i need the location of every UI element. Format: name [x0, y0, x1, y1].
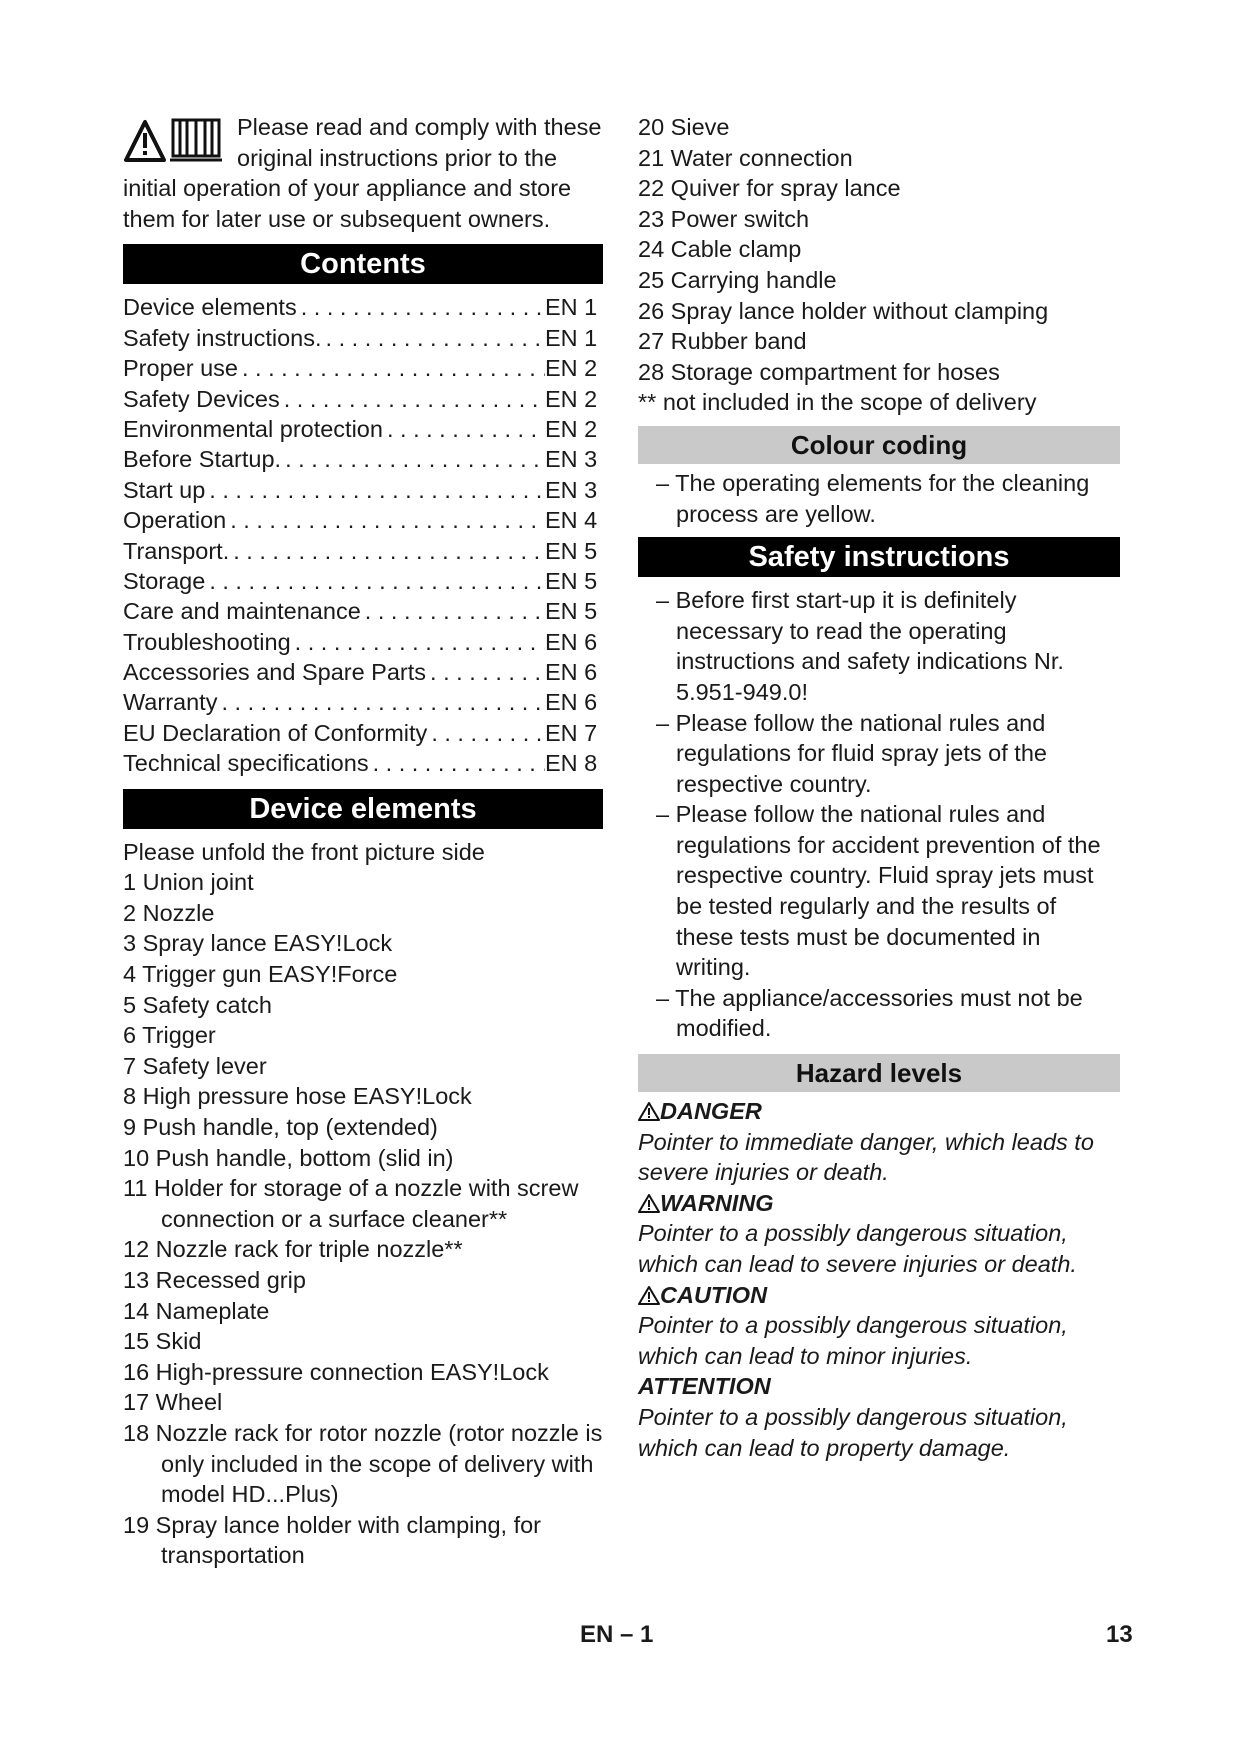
toc-dot-leader [361, 596, 545, 626]
toc-dot-leader [238, 353, 545, 383]
hazard-level-description: Pointer to immediate danger, which leads to severe injuries or death. [638, 1128, 1094, 1186]
safety-instruction-item: – The appliance/accessories must not be modified. [656, 984, 1083, 1042]
device-element-item: 4 Trigger gun EASY!Force [123, 961, 398, 987]
device-element-item: 27 Rubber band [638, 328, 807, 355]
toc-item-page: EN 1 [545, 294, 598, 321]
device-element-item: 14 Nameplate [123, 1297, 270, 1324]
toc-dot-leader [205, 566, 545, 596]
safety-instruction-item: – Please follow the national rules and regulations for fluid spray jets of the respective country. [656, 709, 1047, 797]
device-element-item: 16 High-pressure connection EASY!Lock [123, 1358, 549, 1385]
manual-book-icon [170, 120, 222, 160]
toc-item [123, 444, 603, 474]
toc-item [123, 718, 603, 748]
device-element-item: 15 Skid [123, 1328, 202, 1355]
toc-dot-leader [229, 536, 545, 566]
device-element-item: 18 Nozzle rack for rotor nozzle (rotor nozzle is only included in the scope of delivery with model HD...Plus) [123, 1419, 603, 1508]
colour-coding-heading: Colour coding [638, 426, 1120, 464]
toc-item-page: EN 2 [545, 385, 598, 412]
device-element-item: 21 Water connection [638, 144, 853, 171]
page-number: 13 [1106, 1621, 1133, 1648]
hazard-level-title [638, 1096, 1120, 1127]
device-elements-list-left [123, 867, 603, 1571]
device-elements-heading: Device elements [123, 789, 603, 829]
toc-item-title: Accessories and Spare Parts [123, 659, 427, 686]
toc-dot-leader [426, 657, 545, 687]
toc-item-page: EN 7 [545, 719, 598, 746]
toc-item-title: Care and maintenance [123, 598, 361, 625]
device-element-item: 9 Push handle, top (extended) [123, 1113, 438, 1140]
device-elements-list-right [638, 112, 1120, 418]
hazard-levels-list [638, 1096, 1120, 1463]
left-column [123, 112, 603, 1571]
hazard-level-title [638, 1188, 1120, 1219]
warning-and-manual-icons [123, 114, 231, 170]
device-element-item: 26 Spray lance holder without clamping [638, 297, 1049, 324]
toc-item-page: EN 6 [545, 689, 598, 716]
hazard-level [638, 1280, 1120, 1372]
device-element-item: 17 Wheel [123, 1389, 223, 1416]
toc-item-title: Safety Devices [123, 385, 280, 412]
toc-item-page: EN 6 [545, 628, 598, 655]
device-element-item: 8 High pressure hose EASY!Lock [123, 1083, 472, 1110]
toc-item-title: Technical specifications [123, 750, 369, 777]
safety-instructions-heading: Safety instructions [638, 537, 1120, 577]
toc-item-page: EN 4 [545, 507, 598, 534]
toc-item-title: Before Startup. [123, 446, 282, 473]
toc-item-title: EU Declaration of Conformity [123, 719, 428, 746]
toc-item-title: Troubleshooting [123, 628, 291, 655]
device-element-item: 2 Nozzle [123, 899, 215, 926]
toc-dot-leader [297, 292, 545, 322]
device-element-item: 3 Spray lance EASY!Lock [123, 930, 393, 957]
hazard-level-description: Pointer to a possibly dangerous situation, which can lead to severe injuries or death. [638, 1220, 1077, 1277]
toc-item-page: EN 2 [545, 355, 598, 382]
device-element-item: 19 Spray lance holder with clamping, for transportation [123, 1511, 541, 1569]
warning-triangle-icon [638, 1193, 660, 1213]
device-element-item: 28 Storage compartment for hoses [638, 358, 1000, 385]
toc-item [123, 505, 603, 535]
toc-item [123, 566, 603, 596]
device-element-item: 23 Power switch [638, 205, 810, 232]
colour-coding-item: – The operating elements for the cleaning process are yellow. [656, 469, 1090, 527]
toc-item-page: EN 6 [545, 659, 598, 686]
toc-item-page: EN 1 [545, 324, 598, 351]
device-element-item: 22 Quiver for spray lance [638, 175, 901, 202]
hazard-level [638, 1188, 1120, 1280]
toc-item-page: EN 5 [545, 567, 598, 594]
hazard-level-name: ATTENTION [638, 1373, 771, 1400]
toc-item-page: EN 3 [545, 476, 598, 503]
toc-dot-leader [217, 687, 545, 717]
safety-instruction-item: – Before first start-up it is definitely necessary to read the operating instructions and safety indications Nr. 5.951-949.0! [656, 587, 1064, 705]
intro-block [123, 112, 603, 234]
right-column [638, 112, 1120, 1463]
toc-item-page: EN 5 [545, 537, 598, 564]
safety-instruction-item: – Please follow the national rules and regulations for accident prevention of the respective country. Fluid spray jets must be tested regularly and the results of these tests must be documented in writing. [656, 801, 1101, 981]
toc-item-title: Storage [123, 567, 206, 594]
hazard-levels-heading: Hazard levels [638, 1054, 1120, 1092]
device-element-item: 6 Trigger [123, 1022, 216, 1049]
toc-item-title: Safety instructions. [123, 324, 322, 351]
hazard-level [638, 1096, 1120, 1188]
device-element-item: 24 Cable clamp [638, 236, 802, 263]
hazard-level-description: Pointer to a possibly dangerous situation, which can lead to minor injuries. [638, 1312, 1068, 1369]
toc-item [123, 627, 603, 657]
device-elements-intro: Please unfold the front picture side [123, 838, 485, 865]
toc-item-page: EN 8 [545, 750, 598, 777]
hazard-level-name: CAUTION [660, 1281, 768, 1308]
toc-item-title: Operation [123, 507, 227, 534]
hazard-level-name: WARNING [660, 1189, 774, 1216]
toc-dot-leader [383, 414, 545, 444]
contents-heading: Contents [123, 244, 603, 284]
toc-item [123, 353, 603, 383]
device-element-item: 7 Safety lever [123, 1052, 267, 1079]
device-element-item: 11 Holder for storage of a nozzle with screw connection or a surface cleaner** [123, 1175, 579, 1232]
hazard-level-title [638, 1371, 1120, 1402]
toc-item-page: EN 5 [545, 598, 598, 625]
hazard-level [638, 1371, 1120, 1463]
hazard-level-description: Pointer to a possibly dangerous situation, which can lead to property damage. [638, 1403, 1068, 1461]
toc-item [123, 687, 603, 717]
safety-instructions-list [638, 585, 1120, 1044]
hazard-level-name: DANGER [660, 1098, 762, 1125]
toc-item-title: Device elements [123, 294, 297, 321]
toc-item [123, 414, 603, 444]
device-element-item: 5 Safety catch [123, 991, 272, 1018]
toc-dot-leader [226, 505, 545, 535]
device-element-item: 13 Recessed grip [123, 1266, 306, 1293]
toc-item-page: EN 2 [545, 415, 598, 442]
toc-item [123, 292, 603, 322]
toc-item [123, 323, 603, 353]
toc-item-title: Environmental protection [123, 415, 383, 442]
hazard-level-title [638, 1280, 1120, 1311]
device-element-item: ** not included in the scope of delivery [638, 389, 1037, 416]
toc-item-page: EN 3 [545, 446, 598, 473]
device-element-item: 1 Union joint [123, 869, 254, 896]
toc-item-title: Warranty [123, 689, 218, 716]
toc-item [123, 536, 603, 566]
colour-coding-list [638, 468, 1120, 529]
warning-triangle-icon [638, 1101, 660, 1121]
toc-dot-leader [369, 748, 545, 778]
toc-item [123, 384, 603, 414]
toc-dot-leader [280, 384, 545, 414]
toc-dot-leader [322, 323, 545, 353]
toc-dot-leader [205, 475, 545, 505]
toc-item-title: Proper use [123, 355, 238, 382]
warning-triangle-icon [638, 1285, 660, 1305]
toc-item-title: Transport. [123, 537, 230, 564]
intro-text: Please read and comply with these original instructions prior to the initial operation of your appliance and store them for later use or subsequent owners. [123, 114, 602, 232]
table-of-contents [123, 292, 603, 778]
toc-item [123, 475, 603, 505]
toc-item [123, 748, 603, 778]
device-element-item: 25 Carrying handle [638, 266, 837, 293]
toc-dot-leader [427, 718, 545, 748]
toc-item [123, 657, 603, 687]
device-element-item: 10 Push handle, bottom (slid in) [123, 1144, 454, 1171]
toc-item-title: Start up [123, 476, 206, 503]
warning-triangle-icon [126, 122, 164, 160]
device-element-item: 12 Nozzle rack for triple nozzle** [123, 1236, 463, 1263]
toc-item [123, 596, 603, 626]
device-element-item: 20 Sieve [638, 114, 730, 140]
footer-label: EN – 1 [580, 1621, 654, 1648]
toc-dot-leader [291, 627, 545, 657]
toc-dot-leader [281, 444, 545, 474]
